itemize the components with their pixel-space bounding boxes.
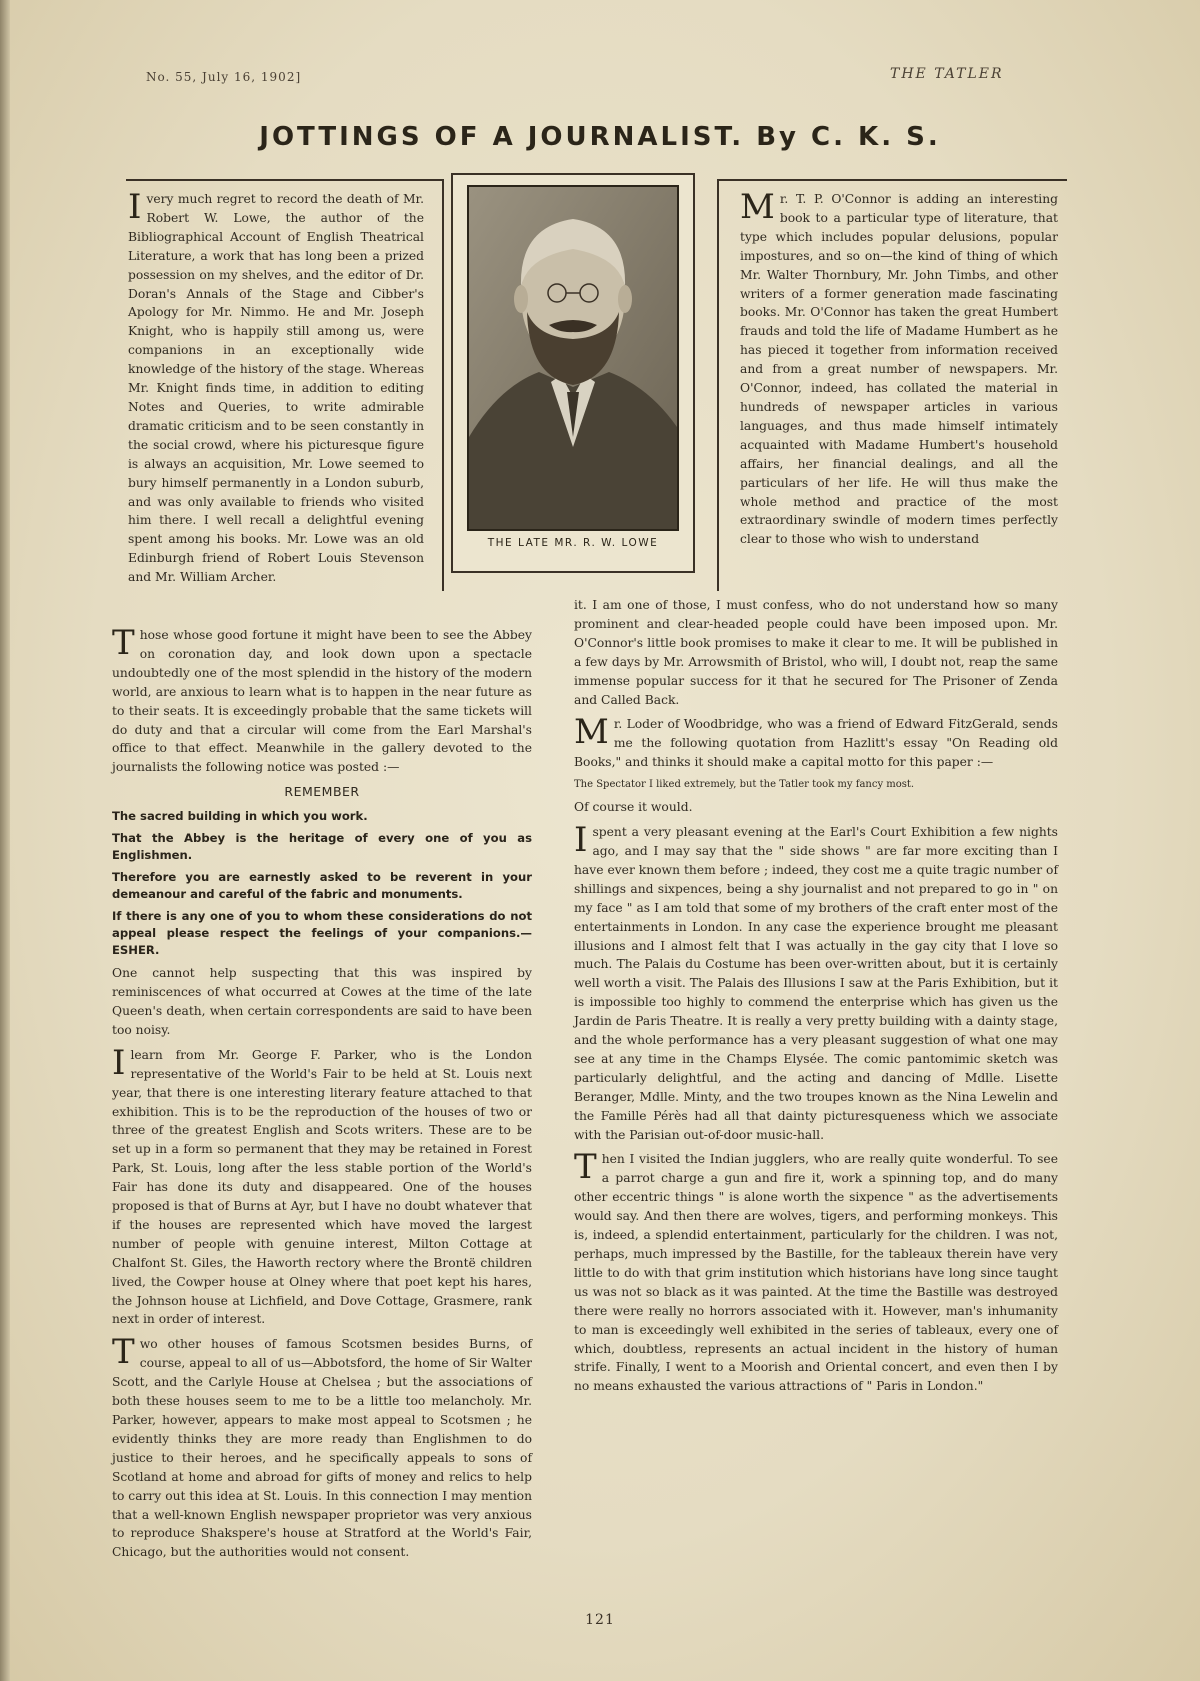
drop-cap: I (112, 1042, 126, 1083)
portrait-photo (467, 185, 679, 531)
drop-cap: I (574, 820, 588, 861)
drop-cap: T (112, 1332, 135, 1373)
notice-line: That the Abbey is the heritage of every one of you as Englishmen. (112, 831, 532, 863)
photo-caption: THE LATE MR. R. W. LOWE (487, 537, 659, 549)
left-main-column (112, 623, 532, 1568)
drop-cap: M (574, 712, 609, 753)
paragraph-text: hen I visited the Indian jugglers, who are really quite wonderful. To see a parrot charge a gun and fire it, work a spinning top, and do many other eccentric things " is alone worth the sixpence " as the advertisements would say. And then there are wolves, tigers, and performing monkeys. This is, indeed, a splendid entertainment, particularly for the children. I was not, perhaps, much impressed by the Bastille, for the tableaux therein have very little to do with that grim institution which historians have long since taught us was not so black as it was painted. At the time the Bastille was destroyed there were really no horrors associated with it. However, man's inhumanity to man is exceedingly well exhibited in the series of tableaux, every one of which, doubtless, represents an actual incident in the history of human strife. Finally, I went to a Moorish and Oriental concert, and even then I by no means exhausted the various attractions of " Paris in London." (574, 1152, 1058, 1394)
notice-line: Therefore you are earnestly asked to be reverent in your demeanour and careful of the fabric and monuments. (112, 870, 532, 902)
portrait-frame (451, 173, 695, 573)
abbey-notice (112, 783, 532, 959)
paragraph-scotsmen (112, 1332, 532, 1562)
paragraph-cowes: One cannot help suspecting that this was inspired by reminiscences of what occurred at Cowes at the time of the late Queen's death, when certain correspondents are said to have been too noisy. (112, 966, 532, 1037)
article-title: JOTTINGS OF A JOURNALIST. By C. K. S. (259, 122, 941, 152)
left-vertical-rule (442, 179, 444, 591)
right-main-column (574, 596, 1058, 1402)
notice-heading: REMEMBER (284, 784, 360, 800)
page-number: 121 (585, 1612, 615, 1628)
paragraph-loder (574, 712, 1058, 772)
paragraph-parker (112, 1042, 532, 1330)
right-top-rule (717, 179, 1067, 181)
drop-cap: M (740, 187, 775, 227)
paragraph-text: hose whose good fortune it might have been to see the Abbey on coronation day, and look down upon a spectacle undoubtedly one of the most splendid in the history of the modern world, are anxious to learn what is to happen in the near future as to their seats. It is exceedingly probable that the same tickets will do duty and that a circular will come from the Earl Marshal's office to that effect. Meanwhile in the gallery devoted to the journalists the following notice was posted :— (112, 628, 532, 775)
right-vertical-rule (717, 179, 719, 591)
paragraph-text: very much regret to record the death of Mr. Robert W. Lowe, the author of the Bibliographical Account of English Theatrical Literature, a work that has long been a prized possession on my shelves, and the editor of Dr. Doran's Annals of the Stage and Cibber's Apology for Mr. Nimmo. He and Mr. Joseph Knight, who is happily still among us, were companions in an exceptionally wide knowledge of the history of the stage. Whereas Mr. Knight finds time, in addition to editing Notes and Queries, to write admirable dramatic criticism and to be seen constantly in the social crowd, where his picturesque figure is always an acquisition, Mr. Lowe seemed to bury himself permanently in a London suburb, and was only available to friends who visited him there. I well recall a delightful evening spent among his books. Mr. Lowe was an old Edinburgh friend of Robert Louis Stevenson and Mr. William Archer. (128, 192, 424, 585)
page-edge (0, 0, 10, 1681)
notice-line: If there is any one of you to whom these considerations do not appeal please respect the feelings of your companions.—ESHER. (112, 909, 532, 958)
paragraph-jugglers (574, 1147, 1058, 1396)
notice-line: The sacred building in which you work. (112, 809, 368, 824)
paragraph-lowe (128, 187, 424, 587)
paragraph-oconnor (740, 187, 1058, 549)
drop-cap: T (574, 1147, 597, 1188)
right-top-column (740, 187, 1058, 555)
paragraph-text: r. Loder of Woodbridge, who was a friend of Edward FitzGerald, sends me the following quotation from Hazlitt's essay "On Reading old Books," and thinks it should make a capital motto for this paper :— (574, 717, 1058, 770)
paragraph-text: r. T. P. O'Connor is adding an interesting book to a particular type of literature, that type which includes popular delusions, popular impostures, and so on—the kind of thing of which Mr. Walter Thornbury, Mr. John Timbs, and other writers of a former generation made fascinating books. Mr. O'Connor has taken the great Humbert frauds and told the life of Madame Humbert as he has pieced it together from information received and from a great number of newspapers. Mr. O'Connor, indeed, has collated the material in hundreds of newspaper articles in various languages, and thus made himself intimately acquainted with Madame Humbert's household affairs, her financial dealings, and all the particulars of her life. He will thus make the whole method and practice of the most extraordinary swindle of modern times perfectly clear to those who wish to understand (740, 192, 1058, 547)
paragraph-text: learn from Mr. George F. Parker, who is the London representative of the World's Fair to be held at St. Louis next year, that there is one interesting literary feature attached to that exhibition. This is to be the reproduction of the houses of two or three of the greatest English and Scots writers. These are to be set up in a form so permanent that they may be retained in Forest Park, St. Louis, long after the less stable portion of the World's Fair has done its duty and disappeared. One of the houses proposed is that of Burns at Ayr, but I have no doubt whatever that if the houses are represented which have moved the largest number of people with genuine interest, Milton Cottage at Chalfont St. Giles, the Haworth rectory where the Brontë children lived, the Cowper house at Olney where that poet kept his hares, the Johnson house at Lichfield, and Dove Cottage, Grasmere, rank next in order of interest. (112, 1047, 532, 1327)
paragraph-text: spent a very pleasant evening at the Earl's Court Exhibition a few nights ago, and I may say that the " side shows " are far more exciting than I have ever known them before ; indeed, they cost me a quite tragic number of shillings and sixpences, being a shy journalist and not prepared to go in " on my face " as I am told that some of my brothers of the craft enter most of the entertainments in London. In any case the experience brought me pleasant illusions and I almost felt that I was actually in the gay city that I love so much. The Palais du Costume has been over-written about, but it is certainly well worth a visit. The Palais des Illusions I saw at the Paris Exhibition, but it is impossible too highly to commend the enterprise which has given us the Jardin de Paris Theatre. It is really a very pretty building with a dainty stage, and the whole performance has a very pleasant suggestion of what one may see at any time in the Champs Elysée. The comic pantomimic sketch was particularly delightful, and the acting and dancing of Mdlle. Lisette Beranger, Mdlle. Minty, and the two troupes known as the Nina Lewelin and the Famille Pérès had all that dainty picturesqueness which we associate with the Parisian out-of-door music-hall. (574, 825, 1058, 1142)
issue-line: No. 55, July 16, 1902] (146, 70, 302, 84)
left-top-column (128, 187, 424, 593)
hazlitt-quote: The Spectator I liked extremely, but the Tatler took my fancy most. (574, 779, 915, 791)
left-top-rule (126, 179, 444, 181)
portrait-of-mr-lowe (469, 187, 677, 529)
paragraph-of-course: Of course it would. (574, 800, 693, 815)
paragraph-abbey (112, 623, 532, 777)
magazine-name: THE TATLER (890, 66, 1004, 82)
paragraph-oconnor-cont: it. I am one of those, I must confess, who do not understand how so many prominent and clear-headed people could have been imposed upon. Mr. O'Connor's little book promises to make it clear to me. It will be published in a few days by Mr. Arrowsmith of Bristol, who will, I doubt not, reap the same immense popular success for it that he secured for The Prisoner of Zenda and Called Back. (574, 598, 1058, 707)
drop-cap: T (112, 623, 135, 663)
paragraph-earls-court (574, 820, 1058, 1144)
paragraph-text: wo other houses of famous Scotsmen besides Burns, of course, appeal to all of us—Abbotsford, the home of Sir Walter Scott, and the Carlyle House at Chelsea ; but the associations of both these houses seem to me to be a little too melancholy. Mr. Parker, however, appears to make most appeal to Scotsmen ; he evidently thinks they are more ready than Englishmen to do justice to their heroes, and he specifically appeals to sons of Scotland at home and abroad for gifts of money and relics to help to carry out this idea at St. Louis. In this connection I may mention that a well-known English newspaper proprietor was very anxious to reproduce Shakspere's house at Stratford at the World's Fair, Chicago, but the authorities would not consent. (112, 1337, 532, 1560)
drop-cap: I (128, 187, 142, 227)
